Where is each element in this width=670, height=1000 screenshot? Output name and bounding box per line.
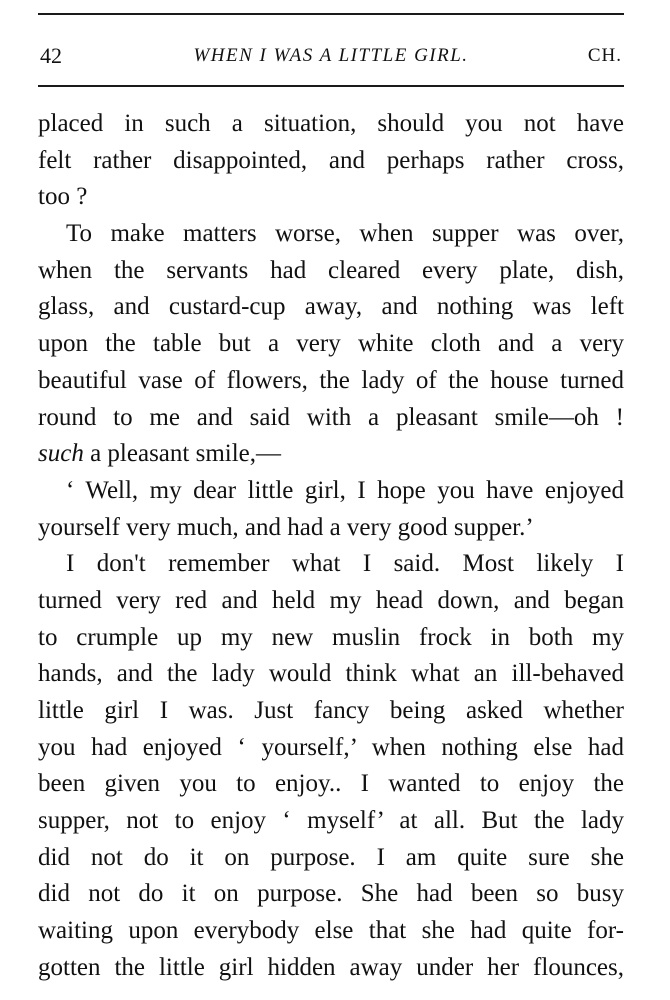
header-rule-top [38, 13, 624, 15]
running-header [40, 43, 622, 73]
text-line: hands, and the lady would think what an ill-behaved [38, 660, 624, 688]
text-line: felt rather disappointed, and perhaps rather cross, [38, 146, 624, 174]
body-text [38, 106, 624, 987]
text-line: round to me and said with a pleasant smile—oh ! [38, 403, 624, 431]
text-line: yourself very much, and had a very good supper.’ [38, 513, 534, 541]
text-line: beautiful vase of flowers, the lady of the house turned [38, 366, 624, 394]
text-line: you had enjoyed ‘ yourself,’ when nothing else had [38, 733, 624, 761]
text-line: when the servants had cleared every plate, dish, [38, 256, 624, 284]
text-line: ‘ Well, my dear little girl, I hope you have enjoyed [66, 476, 624, 504]
header-rule-bottom [38, 85, 624, 87]
text-line: gotten the little girl hidden away under her flounces, [38, 953, 624, 981]
text-line: too ? [38, 183, 88, 211]
chapter-abbreviation: CH. [587, 45, 622, 66]
text-line: turned very red and held my head down, and began [38, 586, 624, 614]
text-line [38, 436, 624, 473]
text-line: glass, and custard-cup away, and nothing was left [38, 293, 624, 321]
italic-emphasis: such [38, 440, 84, 468]
text-line: little girl I was. Just fancy being asked whether [38, 697, 624, 724]
text-line: did not do it on purpose. I am quite sure she [38, 843, 624, 871]
text-line: I don't remember what I said. Most likely I [66, 550, 624, 578]
page-number: 42 [40, 43, 62, 68]
text-line: waiting upon everybody else that she had quite for- [38, 917, 624, 945]
text-line: did not do it on purpose. She had been so busy [38, 880, 624, 908]
text-line: been given you to enjoy.. I wanted to enjoy the [38, 770, 624, 798]
text-line: upon the table but a very white cloth and a very [38, 330, 624, 358]
text-line: placed in such a situation, should you not have [38, 110, 624, 137]
text-fragment: a pleasant smile,— [83, 440, 281, 468]
text-line: supper, not to enjoy ‘ myself’ at all. But the lady [38, 807, 624, 835]
text-line: To make matters worse, when supper was over, [66, 220, 624, 248]
running-title: WHEN I WAS A LITTLE GIRL. [193, 45, 469, 66]
text-line: to crumple up my new muslin frock in both my [38, 623, 624, 651]
